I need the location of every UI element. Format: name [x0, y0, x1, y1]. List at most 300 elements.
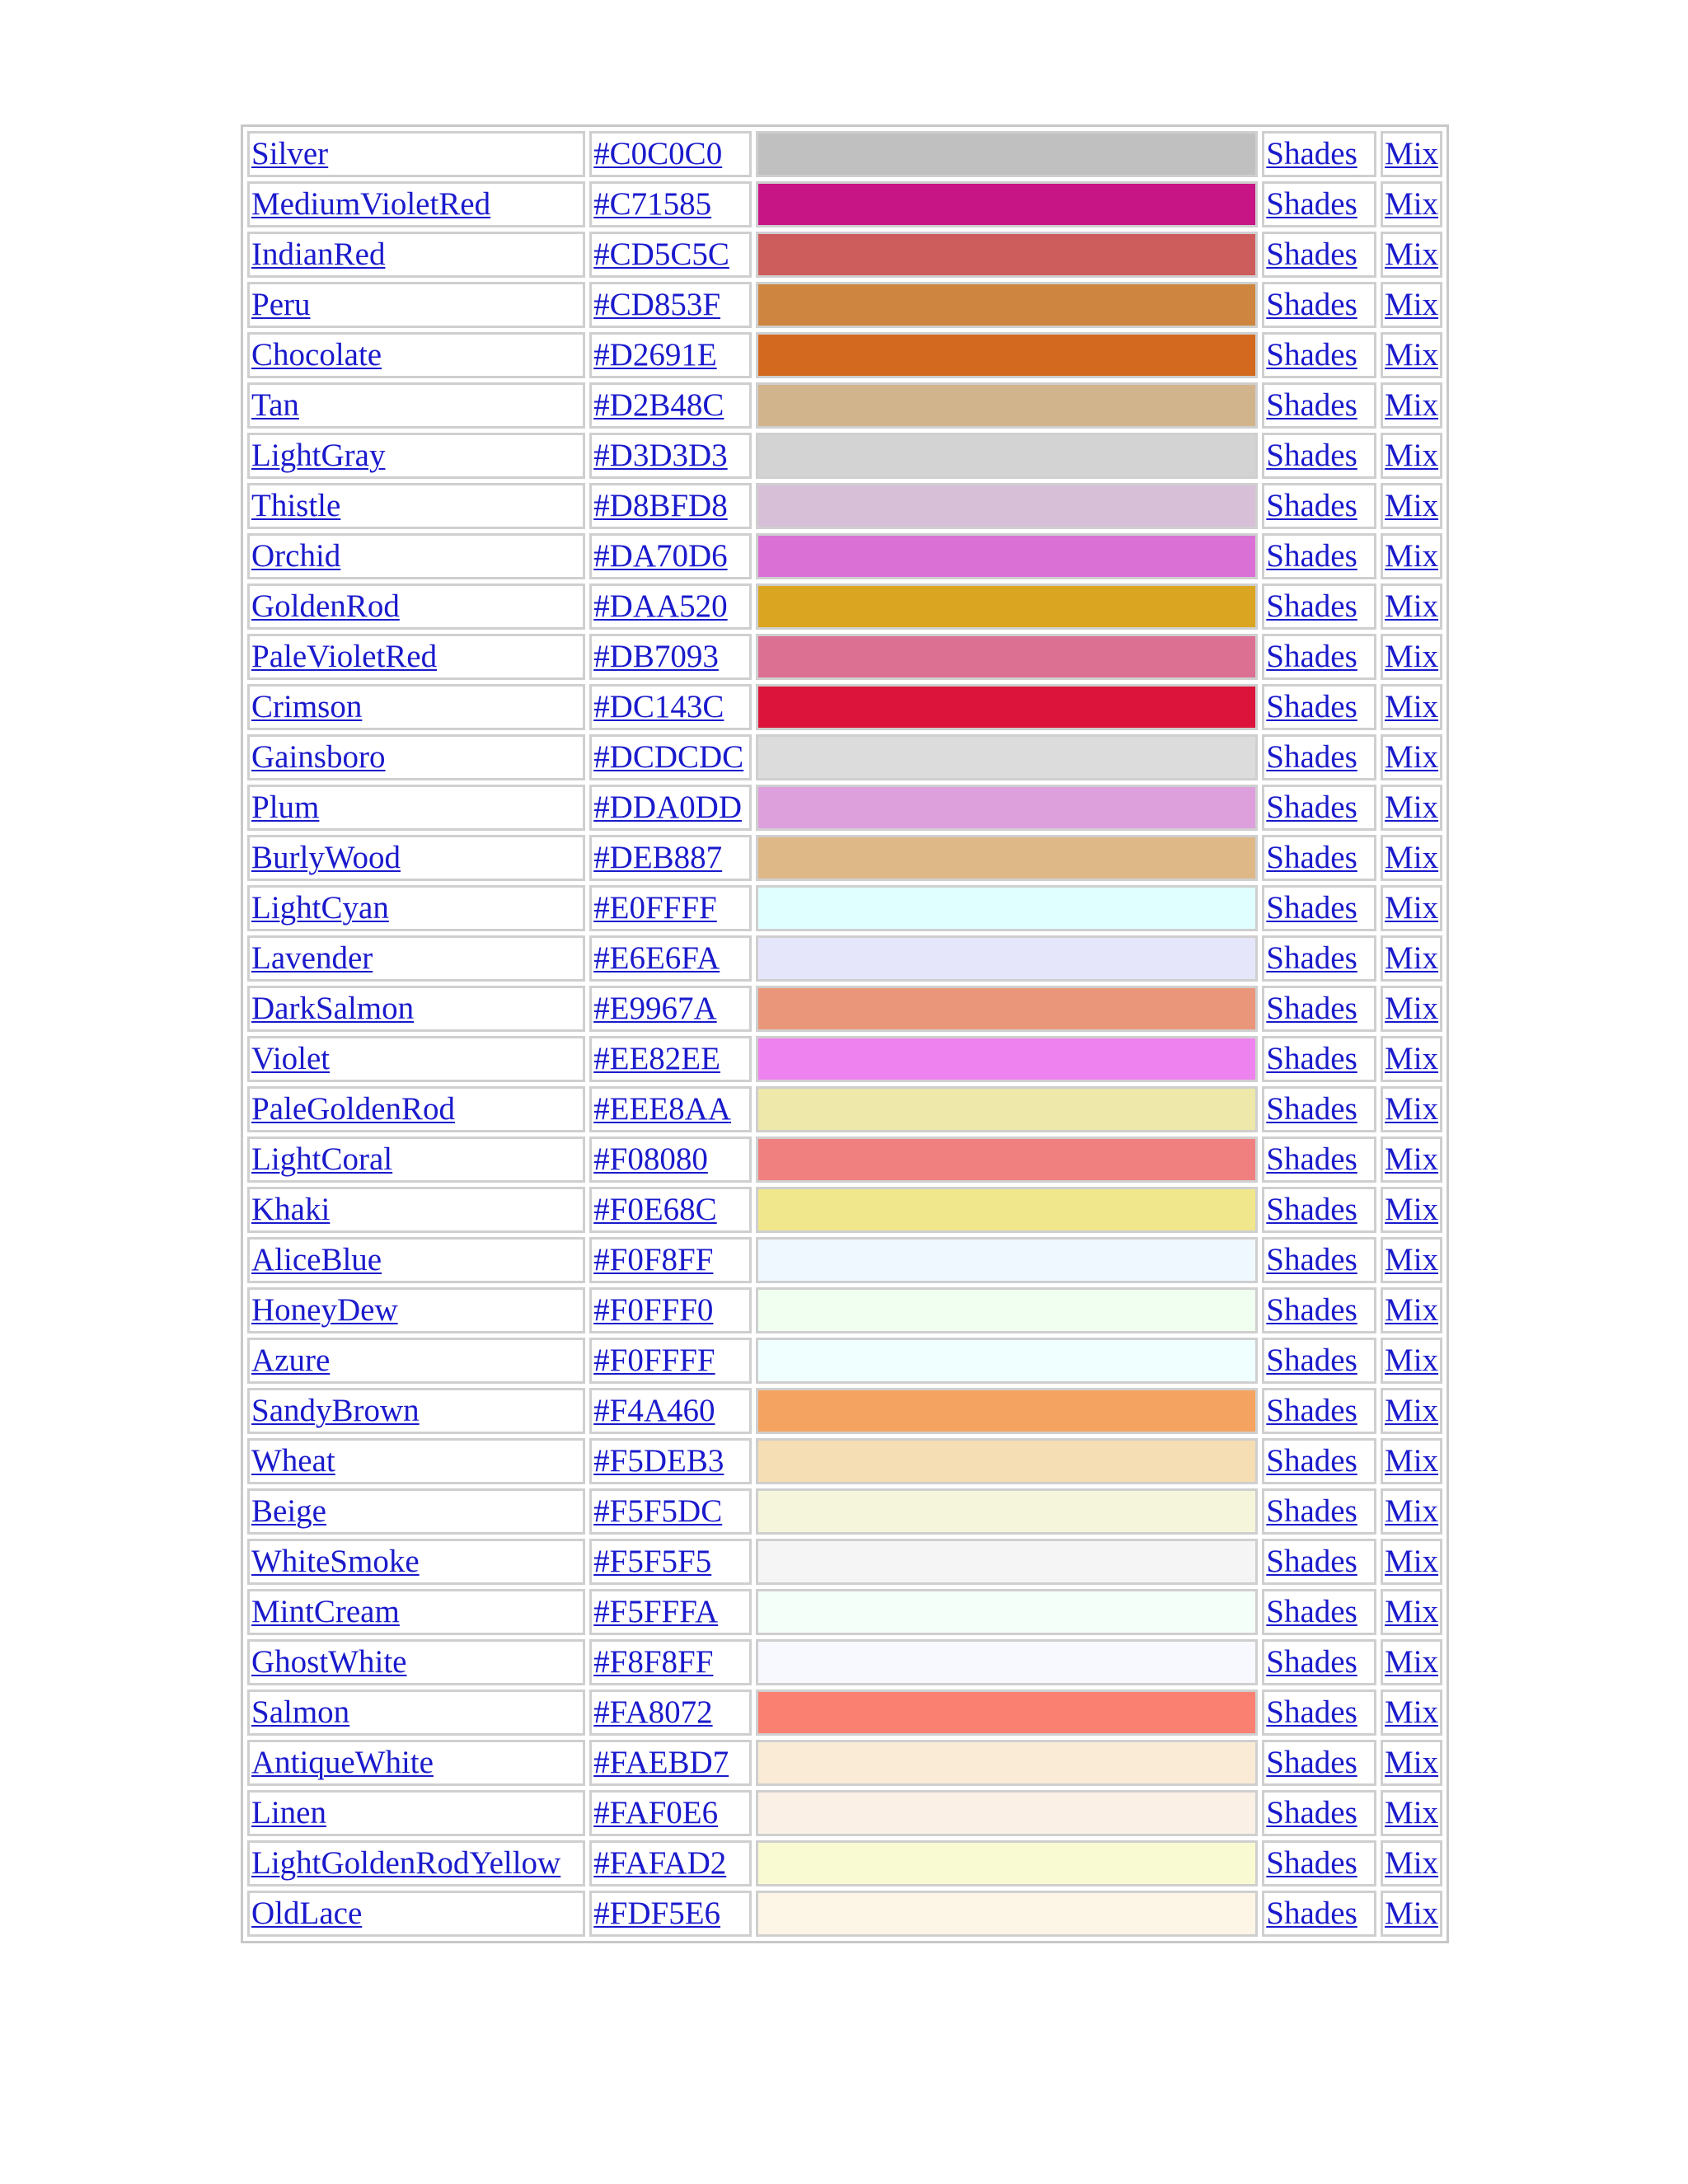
hex-code-link[interactable]: #F5F5F5: [593, 1544, 712, 1579]
shades-link[interactable]: Shades: [1266, 940, 1357, 976]
color-name-link[interactable]: Silver: [251, 136, 329, 171]
mix-cell: [1381, 1438, 1442, 1484]
hex-code-cell: [589, 1187, 751, 1233]
hex-code-link[interactable]: #DDA0DD: [593, 790, 742, 825]
color-name-cell: [247, 282, 585, 328]
color-swatch: [756, 1438, 1259, 1484]
mix-link[interactable]: Mix: [1385, 991, 1439, 1026]
color-name-link[interactable]: AntiqueWhite: [251, 1745, 434, 1780]
color-row: [247, 986, 1442, 1032]
color-row: [247, 282, 1442, 328]
shades-link[interactable]: Shades: [1266, 1745, 1357, 1780]
mix-link[interactable]: Mix: [1385, 1493, 1439, 1529]
hex-code-link[interactable]: #F0FFF0: [593, 1292, 714, 1328]
hex-code-link[interactable]: #E6E6FA: [593, 940, 720, 976]
mix-link[interactable]: Mix: [1385, 639, 1439, 674]
shades-link[interactable]: Shades: [1266, 1091, 1357, 1127]
hex-code-cell: [589, 131, 751, 177]
shades-link[interactable]: Shades: [1266, 1141, 1357, 1177]
mix-link[interactable]: Mix: [1385, 1393, 1439, 1428]
shades-cell: [1262, 1790, 1376, 1836]
shades-link[interactable]: Shades: [1266, 991, 1357, 1026]
mix-link[interactable]: Mix: [1385, 1242, 1439, 1277]
color-name-cell: [247, 935, 585, 982]
color-row: [247, 1287, 1442, 1333]
color-swatch: [756, 533, 1259, 579]
shades-link[interactable]: Shades: [1266, 639, 1357, 674]
shades-cell: [1262, 1639, 1376, 1685]
hex-code-cell: [589, 1237, 751, 1283]
shades-link[interactable]: Shades: [1266, 337, 1357, 373]
color-row: [247, 131, 1442, 177]
color-name-link[interactable]: WhiteSmoke: [251, 1544, 420, 1579]
color-name-link[interactable]: MintCream: [251, 1594, 400, 1629]
shades-cell: [1262, 785, 1376, 831]
color-name-link[interactable]: MediumVioletRed: [251, 186, 491, 222]
color-name-link[interactable]: Chocolate: [251, 337, 382, 373]
color-swatch: [756, 1840, 1259, 1886]
mix-cell: [1381, 332, 1442, 378]
shades-link[interactable]: Shades: [1266, 186, 1357, 222]
shades-cell: [1262, 1187, 1376, 1233]
hex-code-link[interactable]: #D8BFD8: [593, 488, 728, 523]
hex-code-link[interactable]: #C0C0C0: [593, 136, 723, 171]
mix-cell: [1381, 382, 1442, 429]
shades-cell: [1262, 433, 1376, 479]
mix-cell: [1381, 1840, 1442, 1886]
hex-code-link[interactable]: #FAF0E6: [593, 1795, 719, 1830]
mix-cell: [1381, 1338, 1442, 1384]
color-name-cell: [247, 1740, 585, 1786]
mix-cell: [1381, 1488, 1442, 1535]
color-name-cell: [247, 1840, 585, 1886]
hex-code-link[interactable]: #EEE8AA: [593, 1091, 731, 1127]
shades-link[interactable]: Shades: [1266, 438, 1357, 473]
color-row: [247, 1438, 1442, 1484]
hex-code-cell: [589, 433, 751, 479]
shades-link[interactable]: Shades: [1266, 1544, 1357, 1579]
shades-link[interactable]: Shades: [1266, 1644, 1357, 1680]
mix-link[interactable]: Mix: [1385, 1041, 1439, 1076]
color-name-link[interactable]: HoneyDew: [251, 1292, 398, 1328]
mix-link[interactable]: Mix: [1385, 438, 1439, 473]
color-name-cell: [247, 232, 585, 278]
hex-code-link[interactable]: #E9967A: [593, 991, 717, 1026]
hex-code-link[interactable]: #CD853F: [593, 287, 721, 322]
mix-cell: [1381, 785, 1442, 831]
mix-link[interactable]: Mix: [1385, 1544, 1439, 1579]
color-swatch: [756, 1589, 1259, 1635]
hex-code-cell: [589, 1388, 751, 1434]
shades-cell: [1262, 1589, 1376, 1635]
mix-link[interactable]: Mix: [1385, 387, 1439, 423]
shades-cell: [1262, 1388, 1376, 1434]
color-name-cell: [247, 583, 585, 630]
shades-cell: [1262, 232, 1376, 278]
shades-cell: [1262, 986, 1376, 1032]
color-name-cell: [247, 1539, 585, 1585]
mix-link[interactable]: Mix: [1385, 237, 1439, 272]
color-swatch: [756, 885, 1259, 931]
hex-code-cell: [589, 885, 751, 931]
color-name-cell: [247, 1086, 585, 1132]
color-swatch: [756, 483, 1259, 529]
color-swatch: [756, 1639, 1259, 1685]
color-row: [247, 1388, 1442, 1434]
hex-code-cell: [589, 1639, 751, 1685]
mix-cell: [1381, 1589, 1442, 1635]
shades-cell: [1262, 1036, 1376, 1082]
hex-code-cell: [589, 734, 751, 780]
hex-code-link[interactable]: #F0F8FF: [593, 1242, 714, 1277]
color-row: [247, 835, 1442, 881]
hex-code-cell: [589, 483, 751, 529]
color-swatch: [756, 1086, 1259, 1132]
mix-cell: [1381, 986, 1442, 1032]
color-name-cell: [247, 1287, 585, 1333]
color-swatch: [756, 1539, 1259, 1585]
mix-cell: [1381, 232, 1442, 278]
mix-cell: [1381, 1388, 1442, 1434]
mix-link[interactable]: Mix: [1385, 588, 1439, 624]
shades-link[interactable]: Shades: [1266, 136, 1357, 171]
color-name-link[interactable]: PaleGoldenRod: [251, 1091, 455, 1127]
shades-cell: [1262, 181, 1376, 227]
mix-link[interactable]: Mix: [1385, 890, 1439, 926]
hex-code-link[interactable]: #DA70D6: [593, 538, 728, 574]
shades-cell: [1262, 1137, 1376, 1183]
hex-code-cell: [589, 533, 751, 579]
hex-code-link[interactable]: #DB7093: [593, 639, 719, 674]
mix-link[interactable]: Mix: [1385, 287, 1439, 322]
shades-link[interactable]: Shades: [1266, 1041, 1357, 1076]
hex-code-cell: [589, 1589, 751, 1635]
mix-cell: [1381, 1790, 1442, 1836]
color-name-cell: [247, 433, 585, 479]
color-row: [247, 885, 1442, 931]
mix-link[interactable]: Mix: [1385, 1343, 1439, 1378]
shades-link[interactable]: Shades: [1266, 790, 1357, 825]
hex-code-link[interactable]: #FA8072: [593, 1694, 713, 1730]
color-swatch: [756, 1137, 1259, 1183]
mix-cell: [1381, 1036, 1442, 1082]
mix-link[interactable]: Mix: [1385, 1192, 1439, 1227]
color-swatch: [756, 1790, 1259, 1836]
color-name-cell: [247, 533, 585, 579]
hex-code-cell: [589, 684, 751, 730]
mix-link[interactable]: Mix: [1385, 1594, 1439, 1629]
shades-link[interactable]: Shades: [1266, 1192, 1357, 1227]
mix-link[interactable]: Mix: [1385, 136, 1439, 171]
shades-link[interactable]: Shades: [1266, 840, 1357, 875]
hex-code-cell: [589, 1740, 751, 1786]
hex-code-link[interactable]: #FDF5E6: [593, 1896, 721, 1931]
color-row: [247, 1036, 1442, 1082]
color-row: [247, 181, 1442, 227]
hex-code-link[interactable]: #DC143C: [593, 689, 724, 724]
mix-link[interactable]: Mix: [1385, 1896, 1439, 1931]
shades-link[interactable]: Shades: [1266, 1443, 1357, 1479]
hex-code-cell: [589, 181, 751, 227]
shades-link[interactable]: Shades: [1266, 1393, 1357, 1428]
color-name-cell: [247, 734, 585, 780]
color-swatch: [756, 1237, 1259, 1283]
color-swatch: [756, 1488, 1259, 1535]
shades-link[interactable]: Shades: [1266, 237, 1357, 272]
mix-link[interactable]: Mix: [1385, 1694, 1439, 1730]
hex-code-link[interactable]: #F5F5DC: [593, 1493, 723, 1529]
shades-link[interactable]: Shades: [1266, 588, 1357, 624]
color-name-cell: [247, 1137, 585, 1183]
shades-cell: [1262, 1086, 1376, 1132]
mix-link[interactable]: Mix: [1385, 488, 1439, 523]
mix-link[interactable]: Mix: [1385, 940, 1439, 976]
mix-link[interactable]: Mix: [1385, 1644, 1439, 1680]
hex-code-cell: [589, 1287, 751, 1333]
color-name-link[interactable]: Plum: [251, 790, 320, 825]
color-swatch: [756, 1388, 1259, 1434]
color-name-link[interactable]: Wheat: [251, 1443, 335, 1479]
shades-link[interactable]: Shades: [1266, 1343, 1357, 1378]
color-name-cell: [247, 382, 585, 429]
shades-cell: [1262, 734, 1376, 780]
color-name-link[interactable]: Beige: [251, 1493, 326, 1529]
color-name-link[interactable]: GoldenRod: [251, 588, 400, 624]
hex-code-cell: [589, 1036, 751, 1082]
hex-code-cell: [589, 1438, 751, 1484]
hex-code-link[interactable]: #FAFAD2: [593, 1845, 727, 1881]
hex-code-cell: [589, 1790, 751, 1836]
color-swatch: [756, 1740, 1259, 1786]
shades-link[interactable]: Shades: [1266, 1242, 1357, 1277]
color-name-link[interactable]: DarkSalmon: [251, 991, 415, 1026]
color-name-cell: [247, 181, 585, 227]
color-swatch: [756, 1891, 1259, 1937]
color-row: [247, 1338, 1442, 1384]
color-name-link[interactable]: Tan: [251, 387, 299, 423]
color-swatch: [756, 583, 1259, 630]
color-name-link[interactable]: Gainsboro: [251, 739, 386, 775]
color-name-link[interactable]: Violet: [251, 1041, 331, 1076]
hex-code-cell: [589, 634, 751, 680]
color-swatch: [756, 232, 1259, 278]
mix-cell: [1381, 935, 1442, 982]
hex-code-link[interactable]: #F0E68C: [593, 1192, 717, 1227]
color-row: [247, 1589, 1442, 1635]
color-name-cell: [247, 1790, 585, 1836]
color-name-cell: [247, 1639, 585, 1685]
hex-code-link[interactable]: #CD5C5C: [593, 237, 729, 272]
color-swatch: [756, 634, 1259, 680]
color-name-link[interactable]: AliceBlue: [251, 1242, 382, 1277]
shades-link[interactable]: Shades: [1266, 890, 1357, 926]
color-row: [247, 232, 1442, 278]
hex-code-cell: [589, 935, 751, 982]
shades-cell: [1262, 684, 1376, 730]
hex-code-link[interactable]: #D2B48C: [593, 387, 724, 423]
shades-cell: [1262, 1338, 1376, 1384]
color-name-link[interactable]: Linen: [251, 1795, 326, 1830]
shades-link[interactable]: Shades: [1266, 1594, 1357, 1629]
mix-cell: [1381, 1690, 1442, 1736]
shades-cell: [1262, 1891, 1376, 1937]
color-row: [247, 1187, 1442, 1233]
hex-code-link[interactable]: #D3D3D3: [593, 438, 728, 473]
hex-code-cell: [589, 1338, 751, 1384]
shades-cell: [1262, 1690, 1376, 1736]
mix-link[interactable]: Mix: [1385, 840, 1439, 875]
color-name-link[interactable]: Orchid: [251, 538, 341, 574]
color-name-link[interactable]: BurlyWood: [251, 840, 401, 875]
color-name-link[interactable]: LightCyan: [251, 890, 389, 926]
mix-link[interactable]: Mix: [1385, 1795, 1439, 1830]
hex-code-cell: [589, 785, 751, 831]
color-name-cell: [247, 1237, 585, 1283]
mix-cell: [1381, 1137, 1442, 1183]
color-name-link[interactable]: IndianRed: [251, 237, 386, 272]
hex-code-cell: [589, 986, 751, 1032]
hex-code-cell: [589, 1488, 751, 1535]
color-name-link[interactable]: Lavender: [251, 940, 373, 976]
mix-link[interactable]: Mix: [1385, 689, 1439, 724]
shades-cell: [1262, 1488, 1376, 1535]
color-row: [247, 684, 1442, 730]
color-name-link[interactable]: LightGoldenRodYellow: [251, 1845, 561, 1881]
color-name-cell: [247, 1036, 585, 1082]
color-name-link[interactable]: LightCoral: [251, 1141, 393, 1177]
hex-code-link[interactable]: #DCDCDC: [593, 739, 744, 775]
hex-code-link[interactable]: #F8F8FF: [593, 1644, 714, 1680]
color-name-link[interactable]: Salmon: [251, 1694, 350, 1730]
color-name-link[interactable]: SandyBrown: [251, 1393, 420, 1428]
color-name-cell: [247, 1438, 585, 1484]
color-row: [247, 785, 1442, 831]
mix-link[interactable]: Mix: [1385, 337, 1439, 373]
color-name-cell: [247, 885, 585, 931]
color-name-link[interactable]: Peru: [251, 287, 311, 322]
shades-link[interactable]: Shades: [1266, 287, 1357, 322]
mix-link[interactable]: Mix: [1385, 1745, 1439, 1780]
shades-link[interactable]: Shades: [1266, 689, 1357, 724]
mix-cell: [1381, 1539, 1442, 1585]
hex-code-link[interactable]: #FAEBD7: [593, 1745, 729, 1780]
color-row: [247, 332, 1442, 378]
mix-cell: [1381, 734, 1442, 780]
hex-code-cell: [589, 835, 751, 881]
mix-link[interactable]: Mix: [1385, 1845, 1439, 1881]
mix-link[interactable]: Mix: [1385, 1292, 1439, 1328]
color-row: [247, 1086, 1442, 1132]
mix-cell: [1381, 1639, 1442, 1685]
shades-cell: [1262, 282, 1376, 328]
color-swatch: [756, 1187, 1259, 1233]
mix-cell: [1381, 1086, 1442, 1132]
color-swatch: [756, 382, 1259, 429]
hex-code-link[interactable]: #F5FFFA: [593, 1594, 719, 1629]
color-name-link[interactable]: OldLace: [251, 1896, 363, 1931]
color-name-cell: [247, 131, 585, 177]
color-row: [247, 483, 1442, 529]
shades-link[interactable]: Shades: [1266, 1694, 1357, 1730]
mix-cell: [1381, 433, 1442, 479]
color-swatch: [756, 1287, 1259, 1333]
color-name-link[interactable]: GhostWhite: [251, 1644, 407, 1680]
shades-link[interactable]: Shades: [1266, 1845, 1357, 1881]
mix-cell: [1381, 282, 1442, 328]
color-name-cell: [247, 1388, 585, 1434]
mix-cell: [1381, 583, 1442, 630]
shades-link[interactable]: Shades: [1266, 1896, 1357, 1931]
mix-cell: [1381, 634, 1442, 680]
mix-cell: [1381, 885, 1442, 931]
mix-link[interactable]: Mix: [1385, 1091, 1439, 1127]
color-name-cell: [247, 634, 585, 680]
shades-cell: [1262, 533, 1376, 579]
shades-cell: [1262, 583, 1376, 630]
color-name-link[interactable]: PaleVioletRed: [251, 639, 438, 674]
color-swatch: [756, 181, 1259, 227]
color-name-link[interactable]: LightGray: [251, 438, 386, 473]
shades-link[interactable]: Shades: [1266, 1292, 1357, 1328]
color-name-link[interactable]: Azure: [251, 1343, 331, 1378]
color-row: [247, 1488, 1442, 1535]
color-name-link[interactable]: Khaki: [251, 1192, 331, 1227]
mix-cell: [1381, 533, 1442, 579]
hex-code-link[interactable]: #F0FFFF: [593, 1343, 715, 1378]
color-name-cell: [247, 684, 585, 730]
color-swatch: [756, 684, 1259, 730]
color-row: [247, 935, 1442, 982]
color-swatch: [756, 734, 1259, 780]
mix-link[interactable]: Mix: [1385, 186, 1439, 222]
mix-cell: [1381, 684, 1442, 730]
shades-link[interactable]: Shades: [1266, 488, 1357, 523]
hex-code-link[interactable]: #F4A460: [593, 1393, 715, 1428]
color-swatch: [756, 835, 1259, 881]
shades-link[interactable]: Shades: [1266, 1493, 1357, 1529]
hex-code-link[interactable]: #F5DEB3: [593, 1443, 724, 1479]
shades-cell: [1262, 131, 1376, 177]
mix-link[interactable]: Mix: [1385, 790, 1439, 825]
color-swatch: [756, 1036, 1259, 1082]
shades-link[interactable]: Shades: [1266, 538, 1357, 574]
color-swatch: [756, 282, 1259, 328]
mix-cell: [1381, 835, 1442, 881]
shades-cell: [1262, 1287, 1376, 1333]
shades-link[interactable]: Shades: [1266, 739, 1357, 775]
mix-cell: [1381, 181, 1442, 227]
hex-code-cell: [589, 332, 751, 378]
color-row: [247, 1840, 1442, 1886]
hex-code-link[interactable]: #EE82EE: [593, 1041, 720, 1076]
hex-code-link[interactable]: #D2691E: [593, 337, 717, 373]
hex-code-link[interactable]: #E0FFFF: [593, 890, 717, 926]
shades-link[interactable]: Shades: [1266, 387, 1357, 423]
mix-link[interactable]: Mix: [1385, 1443, 1439, 1479]
color-name-cell: [247, 1187, 585, 1233]
color-name-link[interactable]: Crimson: [251, 689, 363, 724]
color-name-link[interactable]: Thistle: [251, 488, 341, 523]
mix-link[interactable]: Mix: [1385, 538, 1439, 574]
hex-code-cell: [589, 1840, 751, 1886]
mix-link[interactable]: Mix: [1385, 739, 1439, 775]
hex-code-link[interactable]: #C71585: [593, 186, 712, 222]
shades-link[interactable]: Shades: [1266, 1795, 1357, 1830]
hex-code-link[interactable]: #F08080: [593, 1141, 708, 1177]
mix-link[interactable]: Mix: [1385, 1141, 1439, 1177]
hex-code-link[interactable]: #DEB887: [593, 840, 723, 875]
hex-code-link[interactable]: #DAA520: [593, 588, 728, 624]
